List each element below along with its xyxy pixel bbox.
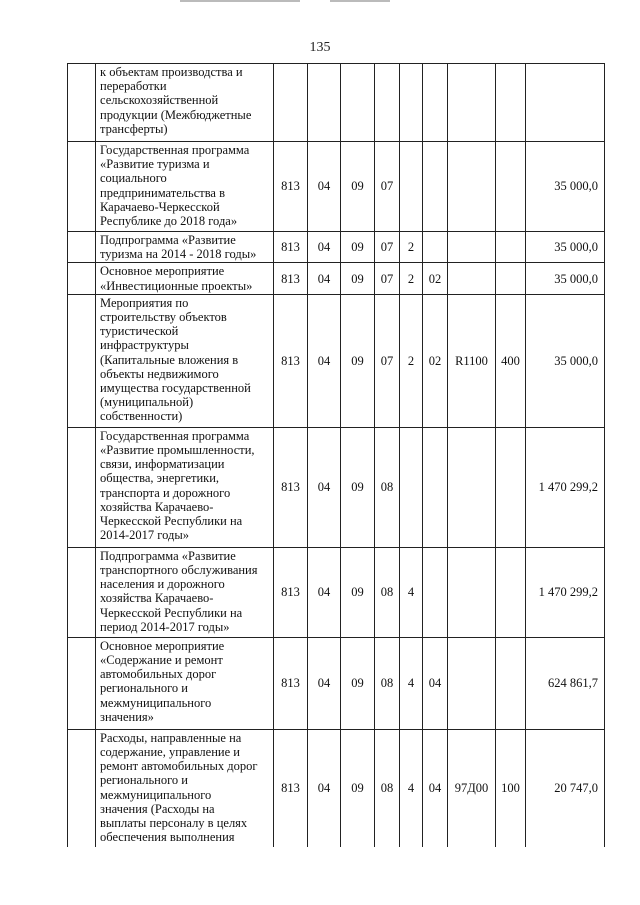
direction-code bbox=[448, 637, 496, 729]
expense-type-code: 400 bbox=[496, 294, 526, 427]
row-name: Мероприятия по строительству объектов туристической инфраструктуры (Капитальные вложения в объекты недвижимого имущества государственной (муниципальной) собственности) bbox=[96, 294, 274, 427]
direction-code bbox=[448, 547, 496, 637]
measure-code bbox=[423, 142, 448, 232]
amount: 35 000,0 bbox=[526, 294, 605, 427]
page-number: 135 bbox=[309, 40, 331, 55]
program-code: 08 bbox=[375, 729, 400, 847]
direction-code: 97Д00 bbox=[448, 729, 496, 847]
amount: 35 000,0 bbox=[526, 263, 605, 294]
number-cell bbox=[68, 142, 96, 232]
ministry-code: 813 bbox=[274, 427, 308, 547]
direction-code bbox=[448, 142, 496, 232]
amount: 35 000,0 bbox=[526, 232, 605, 263]
direction-code bbox=[448, 263, 496, 294]
measure-code bbox=[423, 547, 448, 637]
row-name: Подпрограмма «Развитие транспортного обслуживания населения и дорожного хозяйства Карачаево- Черкесской Республики на период 2014-2017 годы» bbox=[96, 547, 274, 637]
program-code: 07 bbox=[375, 263, 400, 294]
number-cell bbox=[68, 64, 96, 142]
program-code: 08 bbox=[375, 547, 400, 637]
ministry-code bbox=[274, 64, 308, 142]
row-name: Подпрограмма «Развитие туризма на 2014 - 2018 годы» bbox=[96, 232, 274, 263]
expense-type-code bbox=[496, 64, 526, 142]
subprogram-code: 2 bbox=[400, 232, 423, 263]
program-code: 07 bbox=[375, 142, 400, 232]
subprogram-code: 2 bbox=[400, 263, 423, 294]
amount bbox=[526, 64, 605, 142]
section-code: 04 bbox=[308, 547, 341, 637]
program-code: 08 bbox=[375, 637, 400, 729]
ministry-code: 813 bbox=[274, 263, 308, 294]
subprogram-code bbox=[400, 142, 423, 232]
expense-type-code bbox=[496, 263, 526, 294]
subsection-code bbox=[341, 64, 375, 142]
amount: 1 470 299,2 bbox=[526, 427, 605, 547]
amount: 624 861,7 bbox=[526, 637, 605, 729]
direction-code bbox=[448, 427, 496, 547]
number-cell bbox=[68, 294, 96, 427]
number-cell bbox=[68, 263, 96, 294]
measure-code bbox=[423, 427, 448, 547]
section-code: 04 bbox=[308, 637, 341, 729]
row-name: Государственная программа «Развитие промышленности, связи, информатизации общества, энергетики, транспорта и дорожного хозяйства Карачаево- Черкесской Республики на 2014-2017 годы» bbox=[96, 427, 274, 547]
row-name: Основное мероприятие «Содержание и ремонт автомобильных дорог регионального и межмуниципального значения» bbox=[96, 637, 274, 729]
expense-type-code bbox=[496, 637, 526, 729]
subsection-code: 09 bbox=[341, 637, 375, 729]
measure-code: 04 bbox=[423, 637, 448, 729]
subprogram-code: 4 bbox=[400, 547, 423, 637]
ministry-code: 813 bbox=[274, 729, 308, 847]
table-row bbox=[68, 729, 605, 847]
row-name: Государственная программа «Развитие туризма и социального предпринимательства в Карачаево-Черкесской Республике до 2018 года» bbox=[96, 142, 274, 232]
scan-edge-mark bbox=[330, 0, 390, 2]
section-code: 04 bbox=[308, 263, 341, 294]
subsection-code: 09 bbox=[341, 294, 375, 427]
expense-type-code bbox=[496, 427, 526, 547]
direction-code bbox=[448, 232, 496, 263]
measure-code bbox=[423, 64, 448, 142]
subprogram-code: 2 bbox=[400, 294, 423, 427]
number-cell bbox=[68, 547, 96, 637]
ministry-code: 813 bbox=[274, 232, 308, 263]
ministry-code: 813 bbox=[274, 142, 308, 232]
direction-code: R1100 bbox=[448, 294, 496, 427]
table-row bbox=[68, 64, 605, 142]
program-code bbox=[375, 64, 400, 142]
section-code: 04 bbox=[308, 232, 341, 263]
table-row bbox=[68, 294, 605, 427]
direction-code bbox=[448, 64, 496, 142]
subsection-code: 09 bbox=[341, 263, 375, 294]
subprogram-code bbox=[400, 64, 423, 142]
row-name: Расходы, направленные на содержание, управление и ремонт автомобильных дорог регионального и межмуниципального значения (Расходы на выплаты персоналу в целях обеспечения выполнения bbox=[96, 729, 274, 847]
measure-code: 02 bbox=[423, 294, 448, 427]
measure-code: 02 bbox=[423, 263, 448, 294]
table-row bbox=[68, 637, 605, 729]
table-row bbox=[68, 232, 605, 263]
section-code: 04 bbox=[308, 427, 341, 547]
table-row bbox=[68, 427, 605, 547]
section-code: 04 bbox=[308, 142, 341, 232]
subprogram-code: 4 bbox=[400, 637, 423, 729]
row-name: Основное мероприятие «Инвестиционные проекты» bbox=[96, 263, 274, 294]
program-code: 07 bbox=[375, 232, 400, 263]
number-cell bbox=[68, 427, 96, 547]
expense-type-code: 100 bbox=[496, 729, 526, 847]
budget-table bbox=[67, 63, 605, 847]
ministry-code: 813 bbox=[274, 637, 308, 729]
subsection-code: 09 bbox=[341, 427, 375, 547]
subprogram-code bbox=[400, 427, 423, 547]
subsection-code: 09 bbox=[341, 547, 375, 637]
section-code bbox=[308, 64, 341, 142]
program-code: 07 bbox=[375, 294, 400, 427]
subprogram-code: 4 bbox=[400, 729, 423, 847]
section-code: 04 bbox=[308, 294, 341, 427]
amount: 1 470 299,2 bbox=[526, 547, 605, 637]
measure-code: 04 bbox=[423, 729, 448, 847]
subsection-code: 09 bbox=[341, 142, 375, 232]
subsection-code: 09 bbox=[341, 729, 375, 847]
row-name: к объектам производства и переработки сельскохозяйственной продукции (Межбюджетные трансферты) bbox=[96, 64, 274, 142]
table-row bbox=[68, 142, 605, 232]
expense-type-code bbox=[496, 142, 526, 232]
amount: 35 000,0 bbox=[526, 142, 605, 232]
section-code: 04 bbox=[308, 729, 341, 847]
number-cell bbox=[68, 232, 96, 263]
expense-type-code bbox=[496, 547, 526, 637]
table-row bbox=[68, 263, 605, 294]
subsection-code: 09 bbox=[341, 232, 375, 263]
amount: 20 747,0 bbox=[526, 729, 605, 847]
number-cell bbox=[68, 729, 96, 847]
measure-code bbox=[423, 232, 448, 263]
ministry-code: 813 bbox=[274, 294, 308, 427]
ministry-code: 813 bbox=[274, 547, 308, 637]
scan-edge-mark bbox=[180, 0, 300, 2]
table-row bbox=[68, 547, 605, 637]
program-code: 08 bbox=[375, 427, 400, 547]
number-cell bbox=[68, 637, 96, 729]
expense-type-code bbox=[496, 232, 526, 263]
